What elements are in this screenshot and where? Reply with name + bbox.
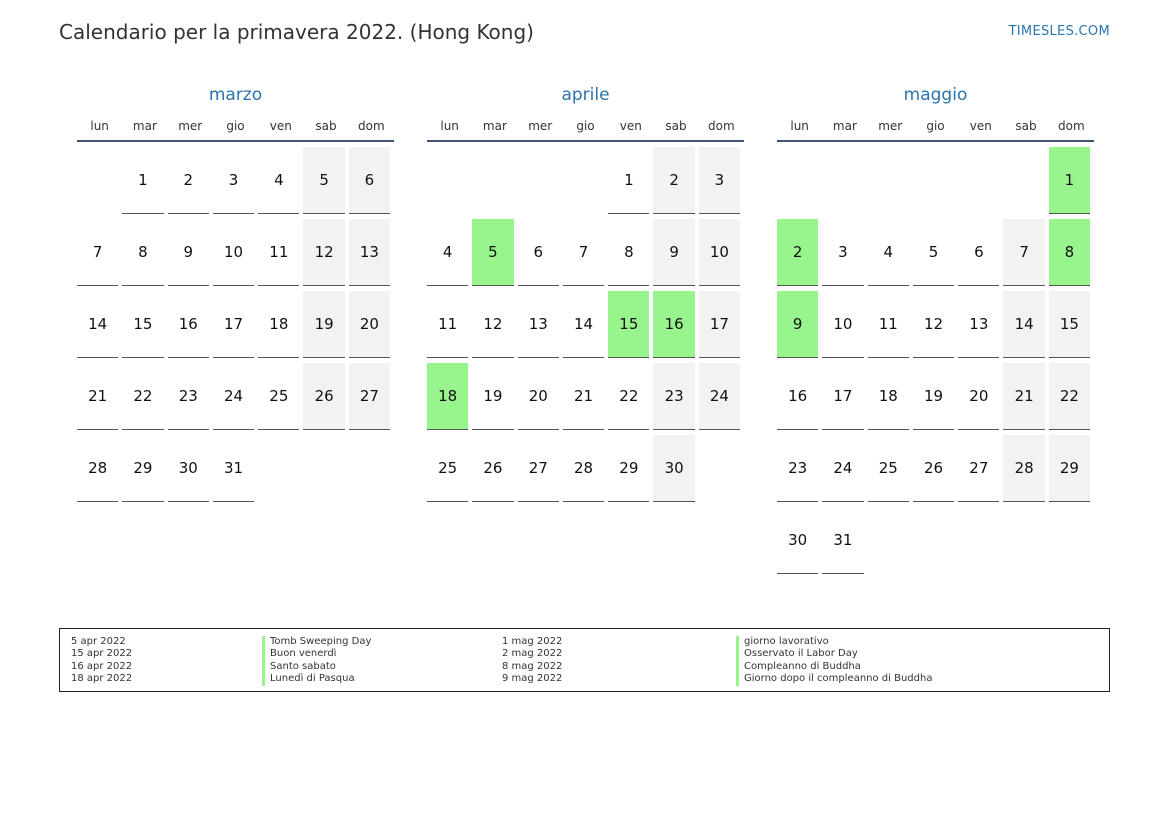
day-cell: 2 <box>653 147 694 214</box>
day-cell: 29 <box>608 435 649 502</box>
holiday-day-cell: 2 <box>777 219 818 286</box>
month-marzo <box>77 84 394 502</box>
day-cell: 13 <box>958 291 999 358</box>
empty-cell <box>1003 147 1044 214</box>
legend-holiday-name: Santo sabato <box>262 661 371 673</box>
day-cell: 17 <box>822 363 863 430</box>
day-cell: 10 <box>822 291 863 358</box>
empty-cell <box>472 147 513 214</box>
weekday-label: mer <box>528 119 553 133</box>
legend-holiday-name: Tomb Sweeping Day <box>262 636 371 648</box>
weekday-label: sab <box>315 119 337 133</box>
day-cell: 23 <box>168 363 209 430</box>
holiday-day-cell: 18 <box>427 363 468 430</box>
legend-dates-apr <box>71 636 132 686</box>
day-cell: 1 <box>122 147 163 214</box>
day-cell: 20 <box>518 363 559 430</box>
empty-cell <box>913 147 954 214</box>
weekday-header <box>777 116 1094 142</box>
legend-date: 16 apr 2022 <box>71 660 133 672</box>
legend-date: 2 mag 2022 <box>502 648 563 660</box>
day-cell: 6 <box>518 219 559 286</box>
page-title: Calendario per la primavera 2022. (Hong Kong) <box>59 20 534 44</box>
day-cell: 3 <box>699 147 740 214</box>
day-cell: 31 <box>213 435 254 502</box>
day-cell: 3 <box>213 147 254 214</box>
day-cell: 12 <box>303 219 344 286</box>
legend-holiday-name: Osservato il Labor Day <box>736 648 932 660</box>
weekday-label: gio <box>926 119 945 133</box>
day-cell: 30 <box>168 435 209 502</box>
month-name: aprile <box>561 85 610 105</box>
day-cell: 12 <box>913 291 954 358</box>
day-cell: 24 <box>822 435 863 502</box>
day-cell: 17 <box>213 291 254 358</box>
day-cell: 15 <box>122 291 163 358</box>
day-cell: 14 <box>1003 291 1044 358</box>
day-cell: 14 <box>563 291 604 358</box>
day-cell: 26 <box>472 435 513 502</box>
weekday-label: mar <box>482 119 507 133</box>
weekday-label: mer <box>178 119 203 133</box>
day-cell: 16 <box>777 363 818 430</box>
weekday-label: dom <box>358 119 385 133</box>
day-cell: 25 <box>868 435 909 502</box>
day-cell: 27 <box>349 363 390 430</box>
holiday-day-cell: 9 <box>777 291 818 358</box>
day-cell: 14 <box>77 291 118 358</box>
day-cell: 21 <box>1003 363 1044 430</box>
weekday-label: gio <box>226 119 245 133</box>
holiday-day-cell: 1 <box>1049 147 1090 214</box>
day-cell: 30 <box>777 507 818 574</box>
day-cell: 20 <box>958 363 999 430</box>
weekday-label: mar <box>132 119 157 133</box>
day-cell: 5 <box>303 147 344 214</box>
day-cell: 21 <box>77 363 118 430</box>
day-cell: 27 <box>958 435 999 502</box>
day-cell: 7 <box>77 219 118 286</box>
day-cell: 6 <box>958 219 999 286</box>
day-cell: 4 <box>258 147 299 214</box>
weekday-label: dom <box>1058 119 1085 133</box>
day-cell: 18 <box>868 363 909 430</box>
legend-date: 8 mag 2022 <box>502 660 563 672</box>
empty-cell <box>777 147 818 214</box>
day-cell: 22 <box>122 363 163 430</box>
day-cell: 21 <box>563 363 604 430</box>
day-cell: 22 <box>608 363 649 430</box>
day-cell: 25 <box>427 435 468 502</box>
day-cell: 9 <box>653 219 694 286</box>
day-cell: 13 <box>518 291 559 358</box>
empty-cell <box>518 147 559 214</box>
day-cell: 17 <box>699 291 740 358</box>
holiday-legend <box>59 628 1110 692</box>
day-cell: 28 <box>563 435 604 502</box>
legend-names-may <box>736 636 932 686</box>
day-cell: 19 <box>303 291 344 358</box>
empty-cell <box>958 147 999 214</box>
legend-date: 9 mag 2022 <box>502 673 563 685</box>
day-cell: 8 <box>122 219 163 286</box>
holiday-day-cell: 15 <box>608 291 649 358</box>
day-cell: 11 <box>258 219 299 286</box>
day-cell: 19 <box>472 363 513 430</box>
weekday-label: mer <box>878 119 903 133</box>
day-cell: 18 <box>258 291 299 358</box>
day-cell: 15 <box>1049 291 1090 358</box>
weekday-label: ven <box>269 119 292 133</box>
weekday-label: ven <box>619 119 642 133</box>
day-cell: 6 <box>349 147 390 214</box>
day-cell: 4 <box>427 219 468 286</box>
legend-holiday-name: giorno lavorativo <box>736 636 932 648</box>
day-cell: 11 <box>868 291 909 358</box>
day-grid <box>777 147 1094 574</box>
day-cell: 10 <box>213 219 254 286</box>
weekday-label: dom <box>708 119 735 133</box>
empty-cell <box>427 147 468 214</box>
day-cell: 19 <box>913 363 954 430</box>
day-cell: 3 <box>822 219 863 286</box>
legend-dates-may <box>502 636 562 686</box>
legend-date: 1 mag 2022 <box>502 636 563 647</box>
day-cell: 8 <box>608 219 649 286</box>
day-cell: 27 <box>518 435 559 502</box>
day-cell: 22 <box>1049 363 1090 430</box>
legend-date: 18 apr 2022 <box>71 673 133 685</box>
holiday-day-cell: 5 <box>472 219 513 286</box>
day-cell: 7 <box>563 219 604 286</box>
legend-date: 15 apr 2022 <box>71 648 133 660</box>
day-cell: 31 <box>822 507 863 574</box>
day-cell: 11 <box>427 291 468 358</box>
empty-cell <box>563 147 604 214</box>
day-cell: 7 <box>1003 219 1044 286</box>
legend-holiday-name: Giorno dopo il compleanno di Buddha <box>736 673 932 685</box>
weekday-label: mar <box>832 119 857 133</box>
month-name: marzo <box>208 85 263 105</box>
day-cell: 29 <box>1049 435 1090 502</box>
empty-cell <box>77 147 118 214</box>
weekday-label: lun <box>790 119 809 133</box>
day-cell: 9 <box>168 219 209 286</box>
weekday-label: ven <box>969 119 992 133</box>
legend-date: 5 apr 2022 <box>71 636 126 647</box>
day-cell: 24 <box>699 363 740 430</box>
day-cell: 28 <box>77 435 118 502</box>
month-name: maggio <box>903 85 968 105</box>
weekday-label: lun <box>440 119 459 133</box>
day-cell: 2 <box>168 147 209 214</box>
day-cell: 28 <box>1003 435 1044 502</box>
day-cell: 12 <box>472 291 513 358</box>
day-cell: 23 <box>653 363 694 430</box>
day-cell: 23 <box>777 435 818 502</box>
day-cell: 16 <box>168 291 209 358</box>
month-aprile <box>427 84 744 502</box>
weekday-header <box>427 116 744 142</box>
weekday-label: lun <box>90 119 109 133</box>
day-cell: 20 <box>349 291 390 358</box>
day-cell: 5 <box>913 219 954 286</box>
legend-holiday-name: Compleanno di Buddha <box>736 661 932 673</box>
empty-cell <box>822 147 863 214</box>
day-grid <box>427 147 744 502</box>
weekday-label: sab <box>665 119 687 133</box>
day-cell: 4 <box>868 219 909 286</box>
holiday-day-cell: 8 <box>1049 219 1090 286</box>
day-cell: 26 <box>303 363 344 430</box>
site-link[interactable]: TIMESLES.COM <box>1008 24 1110 39</box>
day-cell: 26 <box>913 435 954 502</box>
legend-holiday-name: Buon venerdì <box>262 648 371 660</box>
day-grid <box>77 147 394 502</box>
day-cell: 1 <box>608 147 649 214</box>
day-cell: 25 <box>258 363 299 430</box>
day-cell: 24 <box>213 363 254 430</box>
day-cell: 13 <box>349 219 390 286</box>
weekday-label: sab <box>1015 119 1037 133</box>
day-cell: 30 <box>653 435 694 502</box>
month-maggio <box>777 84 1094 574</box>
legend-names-apr <box>262 636 371 686</box>
holiday-day-cell: 16 <box>653 291 694 358</box>
legend-holiday-name: Lunedì di Pasqua <box>262 673 371 685</box>
day-cell: 29 <box>122 435 163 502</box>
weekday-header <box>77 116 394 142</box>
day-cell: 10 <box>699 219 740 286</box>
empty-cell <box>868 147 909 214</box>
weekday-label: gio <box>576 119 595 133</box>
